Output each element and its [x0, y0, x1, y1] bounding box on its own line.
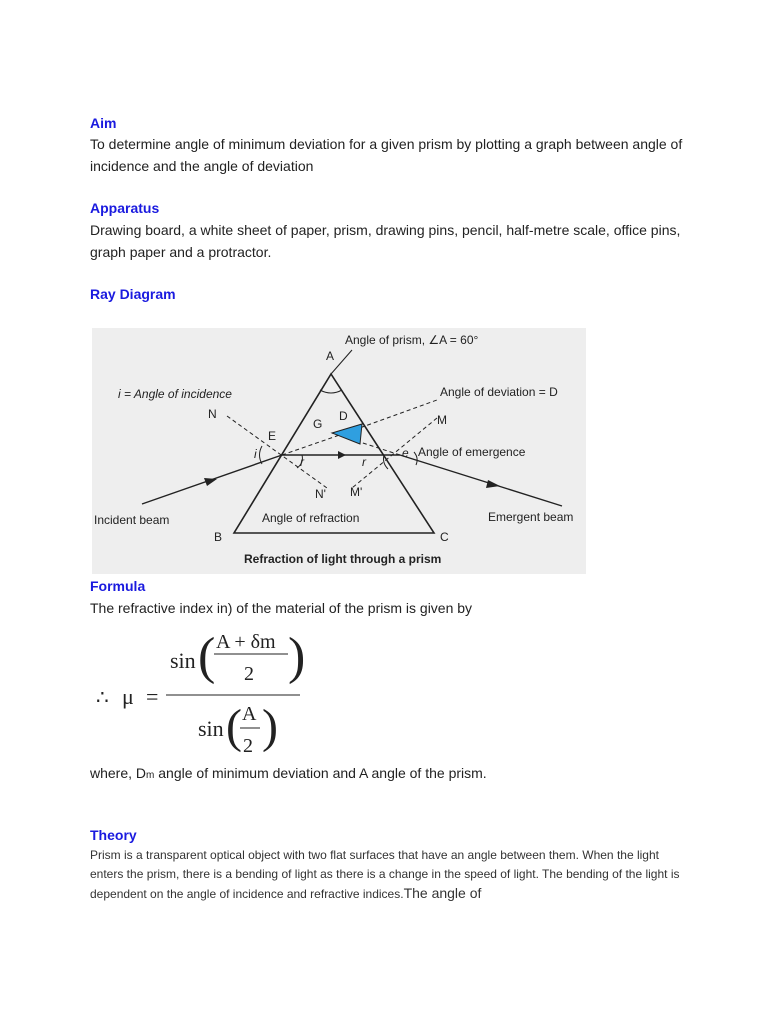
- theory-body: Prism is a transparent optical object with two flat surfaces that have an angle between them. When the light enters the prism, there is a bending of light as there is a change in the speed of light. The bending of the light is dependent on the angle of incidence and refractive indices.: [90, 848, 680, 901]
- theory-text: [90, 846, 680, 904]
- r-mark-label-1: r: [300, 455, 304, 469]
- therefore-symbol: ∴: [96, 687, 109, 709]
- formula-intro: The refractive index in) of the material of the prism is given by: [90, 600, 473, 616]
- angle-of-deviation-label: Angle of deviation = D: [440, 385, 558, 399]
- paren-open-bottom: (: [226, 700, 242, 753]
- theory-tail: The angle of: [403, 885, 482, 901]
- aim-heading: Aim: [90, 115, 117, 131]
- paren-open-top: (: [198, 628, 216, 685]
- point-m-prime-label: M': [350, 485, 363, 499]
- prism-ray-diagram: [92, 328, 586, 574]
- emergent-beam-label: Emergent beam: [488, 510, 574, 524]
- apparatus-heading: Apparatus: [90, 200, 160, 216]
- angle-of-refraction-label: Angle of refraction: [262, 511, 360, 525]
- where-pre: where, D: [90, 765, 147, 781]
- e-mark-label: e: [402, 446, 409, 460]
- apparatus-text: Drawing board, a white sheet of paper, prism, drawing pins, pencil, half-metre scale, office pins, graph paper and a protractor.: [90, 222, 681, 260]
- denominator-top: 2: [244, 663, 254, 685]
- sin-bottom-label: sin: [198, 716, 224, 741]
- point-m-label: M: [437, 413, 447, 427]
- point-n-label: N: [208, 407, 217, 421]
- denominator-bottom: 2: [243, 735, 253, 757]
- point-d-label: D: [339, 409, 348, 423]
- point-g-label: G: [313, 417, 323, 431]
- vertex-a-label: A: [326, 349, 335, 363]
- aim-text: To determine angle of minimum deviation for a given prism by plotting a graph between angle of incidence and the angle of deviation: [90, 136, 683, 174]
- vertex-b-label: B: [214, 530, 223, 544]
- formula-heading: Formula: [90, 578, 146, 594]
- where-post: angle of minimum deviation and A angle of the prism.: [154, 765, 487, 781]
- diagram-caption: Refraction of light through a prism: [244, 552, 442, 566]
- paren-close-top: ): [288, 628, 306, 685]
- equals-symbol: =: [146, 684, 159, 709]
- angle-of-incidence-label: i = Angle of incidence: [118, 387, 232, 401]
- point-n-prime-label: N': [315, 487, 326, 501]
- numerator-top: A + δm: [216, 631, 276, 653]
- formula-where-text: [90, 762, 690, 787]
- theory-heading: Theory: [90, 827, 137, 843]
- where-subscript: m: [146, 770, 155, 781]
- sin-top-label: sin: [170, 648, 196, 673]
- point-e-label: E: [268, 429, 277, 443]
- mu-symbol: μ: [122, 684, 134, 709]
- refractive-index-formula: [92, 618, 322, 764]
- angle-of-emergence-label: Angle of emergence: [418, 445, 526, 459]
- ray-diagram-heading: Ray Diagram: [90, 286, 176, 302]
- vertex-c-label: C: [440, 530, 449, 544]
- r-mark-label-2: r: [362, 455, 366, 469]
- incident-beam-label: Incident beam: [94, 513, 170, 527]
- paren-close-bottom: ): [262, 700, 278, 753]
- i-mark-label: i: [254, 447, 257, 461]
- angle-of-prism-label: Angle of prism, ∠A = 60°: [345, 333, 479, 347]
- numerator-bottom: A: [242, 703, 257, 725]
